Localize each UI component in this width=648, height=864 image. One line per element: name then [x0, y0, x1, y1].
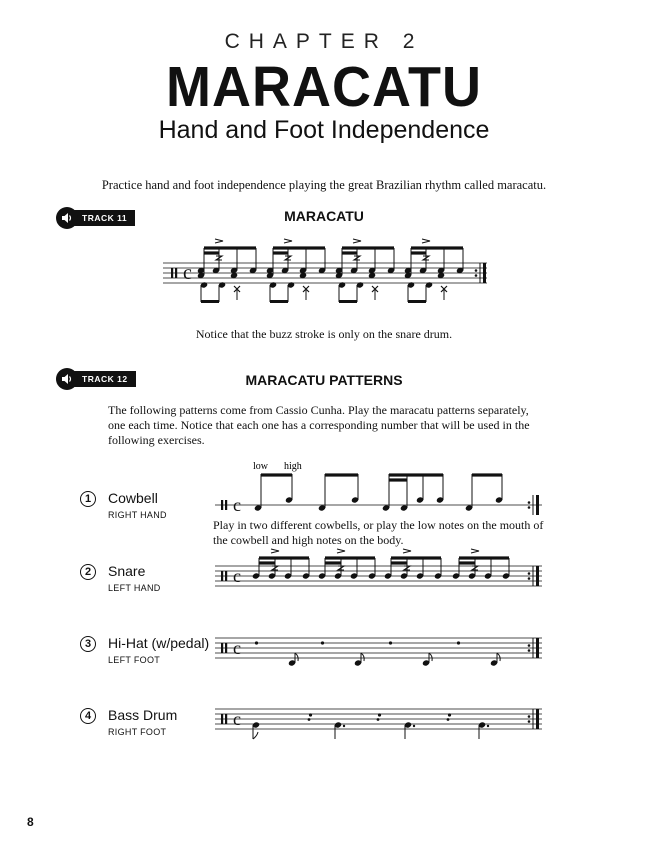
sixteenth-rest — [447, 718, 450, 721]
eighth-rest — [255, 641, 258, 644]
instrument-name: Hi-Hat (w/pedal) — [108, 635, 210, 651]
para-line: Play in two different cowbells, or play the low notes on the mouth of — [213, 518, 544, 532]
beam — [459, 561, 475, 564]
percussion-clef — [225, 643, 227, 653]
beam — [408, 300, 426, 303]
beam — [325, 561, 341, 564]
instrument-name: Cowbell — [108, 490, 158, 506]
track-label: TRACK 12 — [72, 371, 136, 387]
maracatu-score — [0, 232, 648, 312]
repeat-dot — [528, 644, 531, 647]
time-signature: c — [233, 566, 241, 586]
beam — [273, 246, 325, 249]
number-badge: 1 — [80, 491, 96, 507]
beam — [259, 561, 275, 564]
beam — [261, 473, 292, 476]
limb-label: LEFT FOOT — [108, 655, 161, 665]
time-signature: c — [183, 262, 192, 284]
track-label: TRACK 11 — [72, 210, 135, 226]
beam — [389, 473, 443, 476]
percussion-clef — [225, 571, 227, 581]
sixteenth-rest — [377, 718, 380, 721]
beam — [259, 556, 309, 559]
number-badge: 4 — [80, 708, 96, 724]
beam — [325, 556, 375, 559]
section-heading: MARACATU PATTERNS — [245, 372, 403, 388]
repeat-dot — [528, 715, 531, 718]
final-barline — [536, 566, 539, 586]
intro-text: Practice hand and foot independence playing the great Brazilian rhythm called maracatu. — [101, 178, 547, 192]
repeat-dot — [528, 649, 531, 652]
beam — [325, 473, 358, 476]
eighth-rest — [457, 641, 460, 644]
instrument-name: Bass Drum — [108, 707, 178, 723]
beam — [459, 556, 509, 559]
speaker-icon — [56, 207, 78, 229]
beam — [273, 251, 288, 254]
time-signature: c — [233, 638, 241, 658]
beam — [391, 561, 407, 564]
track-12-badge[interactable] — [56, 368, 136, 390]
beam — [339, 300, 357, 303]
track-11-badge[interactable] — [56, 207, 135, 229]
time-signature: c — [233, 709, 241, 729]
low-label: low — [253, 461, 268, 472]
page-number: 8 — [27, 815, 34, 829]
percussion-clef — [225, 714, 227, 724]
dot — [413, 725, 415, 727]
percussion-clef — [221, 714, 223, 724]
dot — [487, 725, 489, 727]
patterns-score — [0, 455, 648, 755]
para-line: The following patterns come from Cassio Cunha. Play the maracatu patterns separately, — [108, 403, 529, 417]
high-label: high — [284, 461, 302, 472]
beam — [201, 300, 219, 303]
patterns-intro — [108, 403, 588, 448]
percussion-clef — [221, 643, 223, 653]
limb-label: RIGHT FOOT — [108, 727, 167, 737]
repeat-dot — [528, 506, 531, 509]
beam — [391, 556, 441, 559]
chapter-label: CHAPTER 2 — [224, 30, 424, 53]
maracatu-note: Notice that the buzz stroke is only on the snare drum. — [195, 327, 453, 341]
flag — [253, 732, 258, 739]
final-barline — [536, 709, 539, 729]
para-line: following exercises. — [108, 433, 205, 447]
repeat-dot — [528, 720, 531, 723]
accent — [284, 239, 292, 243]
beam — [204, 251, 219, 254]
percussion-clef — [225, 500, 227, 510]
percussion-clef — [221, 571, 223, 581]
accent — [403, 549, 411, 553]
speaker-icon — [56, 368, 78, 390]
number-badge: 3 — [80, 636, 96, 652]
limb-label: LEFT HAND — [108, 583, 161, 593]
final-barline — [536, 495, 539, 515]
eighth-rest — [448, 713, 451, 716]
beam — [411, 251, 426, 254]
beam — [204, 246, 256, 249]
page-title: MARACATU — [166, 55, 482, 119]
para-line: one each time. Notice that each one has a corresponding number that will be used in the — [108, 418, 530, 432]
beam — [342, 246, 394, 249]
beam — [389, 478, 407, 481]
beam — [342, 251, 357, 254]
repeat-dot — [528, 572, 531, 575]
time-signature: c — [233, 495, 241, 515]
accent — [353, 239, 361, 243]
eighth-rest — [309, 713, 312, 716]
repeat-dot — [528, 501, 531, 504]
accent — [337, 549, 345, 553]
number-badge: 2 — [80, 564, 96, 580]
eighth-rest — [321, 641, 324, 644]
page-subtitle: Hand and Foot Independence — [158, 116, 490, 144]
beam — [472, 473, 502, 476]
instrument-name: Snare — [108, 563, 146, 579]
eighth-rest — [389, 641, 392, 644]
sixteenth-rest — [308, 718, 311, 721]
accent — [471, 549, 479, 553]
percussion-clef — [221, 500, 223, 510]
final-barline — [536, 638, 539, 658]
repeat-dot — [528, 577, 531, 580]
accent — [422, 239, 430, 243]
beam — [270, 300, 288, 303]
section-heading: MARACATU — [284, 208, 364, 224]
dot — [343, 725, 345, 727]
limb-label: RIGHT HAND — [108, 510, 167, 520]
para-line: the cowbell and high notes on the body. — [213, 533, 404, 547]
beam — [411, 246, 463, 249]
accent — [215, 239, 223, 243]
accent — [271, 549, 279, 553]
eighth-rest — [378, 713, 381, 716]
